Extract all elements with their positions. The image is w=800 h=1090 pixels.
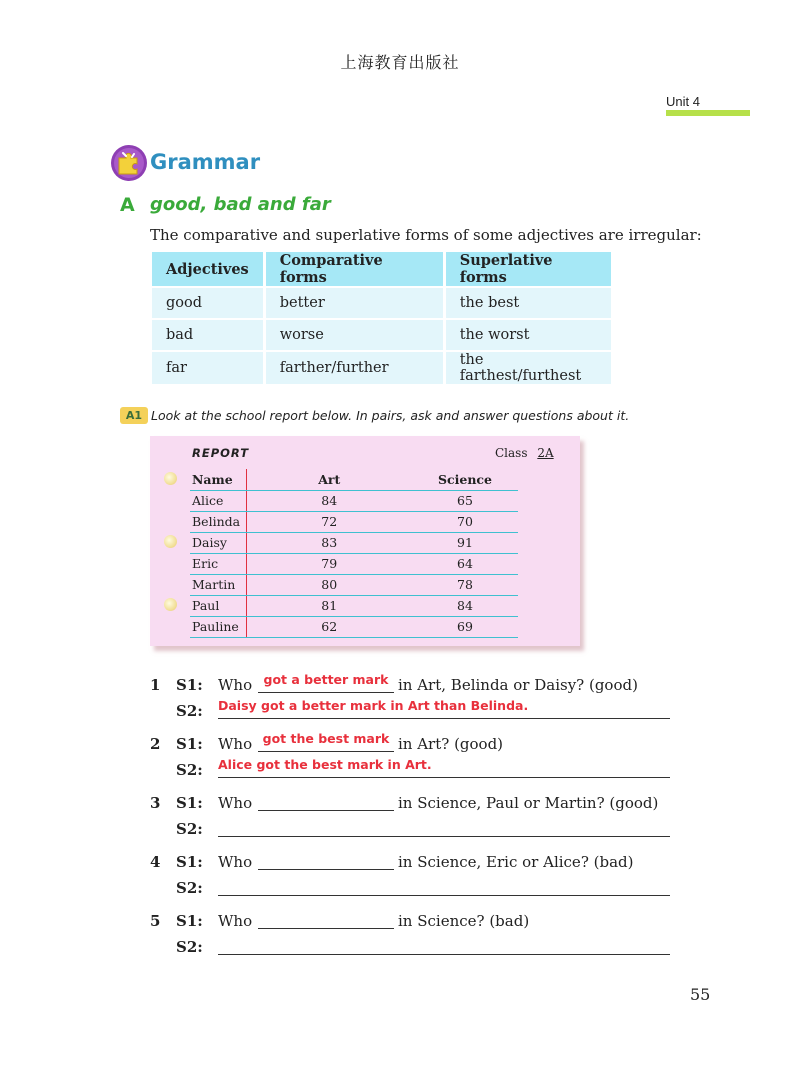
cell-superlative: the best <box>443 286 611 318</box>
question-1 <box>0 672 800 736</box>
science-score: 65 <box>412 490 518 511</box>
student-name: Daisy <box>190 532 246 553</box>
header-adjectives: Adjectives <box>152 252 263 286</box>
report-class <box>495 446 560 460</box>
table-header-row <box>152 252 611 286</box>
cell-superlative: the farthest/furthest <box>443 350 611 384</box>
student-name: Alice <box>190 490 246 511</box>
question-text: in Science? (bad) <box>398 912 530 930</box>
report-row <box>190 553 518 574</box>
publisher-header: 上海教育出版社 <box>340 53 460 72</box>
cell-adjective: far <box>152 350 263 384</box>
class-value: 2A <box>537 446 554 460</box>
s2-label: S2: <box>176 938 203 956</box>
report-row <box>190 616 518 637</box>
unit-bar <box>666 110 750 116</box>
student-name: Eric <box>190 553 246 574</box>
question-who: Who <box>218 794 253 812</box>
answer-blank[interactable] <box>258 692 394 693</box>
question-number: 1 <box>150 676 161 694</box>
binder-hole-icon <box>164 598 177 611</box>
class-label: Class <box>495 446 528 460</box>
question-who: Who <box>218 735 253 753</box>
science-score: 70 <box>412 511 518 532</box>
blank-answer: got a better mark <box>263 672 389 687</box>
report-header-science: Science <box>412 469 518 490</box>
answer-blank[interactable] <box>258 751 394 752</box>
s1-label: S1: <box>176 794 203 812</box>
question-who: Who <box>218 676 253 694</box>
student-name: Martin <box>190 574 246 595</box>
report-header-art: Art <box>246 469 412 490</box>
question-2 <box>0 731 800 795</box>
question-number: 2 <box>150 735 161 753</box>
section-letter: A <box>120 194 135 216</box>
answer-blank[interactable] <box>258 810 394 811</box>
question-text: in Art? (good) <box>398 735 504 753</box>
cell-superlative: the worst <box>443 318 611 350</box>
s2-label: S2: <box>176 702 203 720</box>
unit-label: Unit 4 <box>666 94 700 109</box>
cell-comparative: farther/further <box>263 350 443 384</box>
science-score: 64 <box>412 553 518 574</box>
cell-comparative: better <box>263 286 443 318</box>
art-score: 79 <box>246 553 412 574</box>
s1-label: S1: <box>176 735 203 753</box>
art-score: 84 <box>246 490 412 511</box>
s1-label: S1: <box>176 676 203 694</box>
intro-text: The comparative and superlative forms of some adjectives are irregular: <box>150 226 702 244</box>
answer-blank[interactable] <box>258 869 394 870</box>
science-score: 84 <box>412 595 518 616</box>
art-score: 80 <box>246 574 412 595</box>
art-score: 72 <box>246 511 412 532</box>
s2-label: S2: <box>176 879 203 897</box>
art-score: 81 <box>246 595 412 616</box>
table-row <box>152 318 611 350</box>
question-4 <box>0 853 800 913</box>
blank-answer: got the best mark <box>262 731 390 746</box>
report-header-name: Name <box>190 469 246 490</box>
report-row <box>190 574 518 595</box>
header-superlative: Superlative forms <box>443 252 611 286</box>
question-3 <box>0 794 800 854</box>
report-row <box>190 595 518 616</box>
answer-line[interactable] <box>218 895 670 896</box>
s2-answer: Alice got the best mark in Art. <box>218 757 432 772</box>
report-row <box>190 532 518 553</box>
school-report-card <box>150 436 580 646</box>
s2-answer: Daisy got a better mark in Art than Belinda. <box>218 698 529 713</box>
question-who: Who <box>218 853 253 871</box>
cell-comparative: worse <box>263 318 443 350</box>
student-name: Belinda <box>190 511 246 532</box>
answer-line[interactable] <box>218 836 670 837</box>
report-header-row <box>190 469 518 490</box>
header-comparative: Comparative forms <box>263 252 443 286</box>
science-score: 69 <box>412 616 518 637</box>
report-table <box>190 469 518 638</box>
s2-label: S2: <box>176 820 203 838</box>
activity-instruction: Look at the school report below. In pairs, ask and answer questions about it. <box>151 408 630 423</box>
s1-label: S1: <box>176 853 203 871</box>
question-text: in Science, Eric or Alice? (bad) <box>398 853 634 871</box>
art-score: 62 <box>246 616 412 637</box>
science-score: 78 <box>412 574 518 595</box>
grammar-title: Grammar <box>150 150 261 174</box>
answer-line[interactable] <box>218 954 670 955</box>
table-row <box>152 350 611 384</box>
adjective-table <box>152 252 611 384</box>
question-text: in Art, Belinda or Daisy? (good) <box>398 676 638 694</box>
page-number: 55 <box>690 985 711 1004</box>
student-name: Paul <box>190 595 246 616</box>
s1-label: S1: <box>176 912 203 930</box>
answer-blank[interactable] <box>258 928 394 929</box>
question-5 <box>0 912 800 972</box>
cell-adjective: good <box>152 286 263 318</box>
section-title: good, bad and far <box>150 194 331 215</box>
question-number: 5 <box>150 912 161 930</box>
science-score: 91 <box>412 532 518 553</box>
question-number: 3 <box>150 794 161 812</box>
art-score: 83 <box>246 532 412 553</box>
question-number: 4 <box>150 853 161 871</box>
answer-line[interactable] <box>218 777 670 778</box>
report-row <box>190 511 518 532</box>
question-text: in Science, Paul or Martin? (good) <box>398 794 659 812</box>
answer-line[interactable] <box>218 718 670 719</box>
binder-hole-icon <box>164 535 177 548</box>
puzzle-icon <box>110 144 148 182</box>
report-title: REPORT <box>192 446 250 460</box>
question-who: Who <box>218 912 253 930</box>
student-name: Pauline <box>190 616 246 637</box>
report-row <box>190 490 518 511</box>
binder-hole-icon <box>164 472 177 485</box>
activity-badge: A1 <box>120 407 148 424</box>
s2-label: S2: <box>176 761 203 779</box>
cell-adjective: bad <box>152 318 263 350</box>
table-row <box>152 286 611 318</box>
